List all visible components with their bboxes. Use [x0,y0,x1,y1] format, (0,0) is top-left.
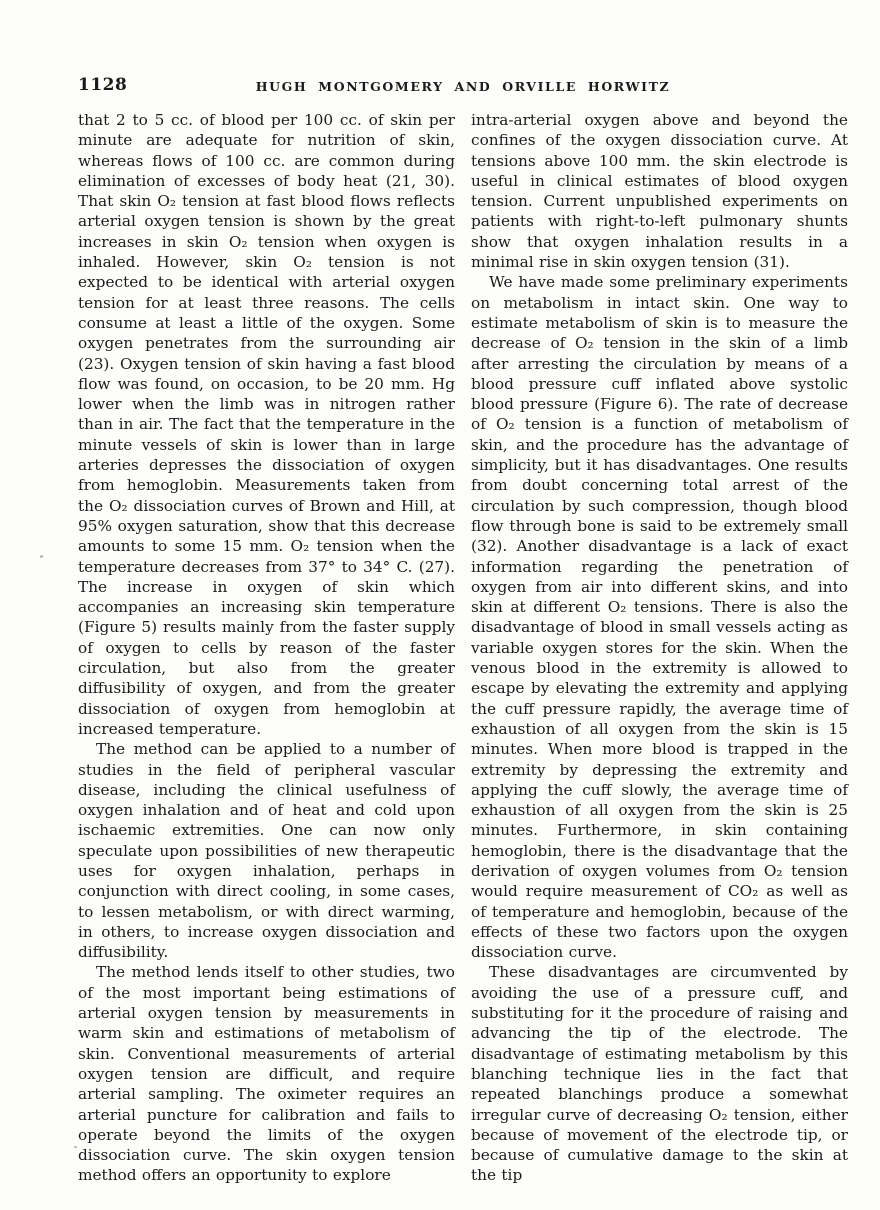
page-number: 1128 [78,75,128,95]
scan-speck [74,1146,77,1148]
paragraph: These disadvantages are circumvented by avoiding the use of a pressure cuff, and substituting for it the procedure of raising and advancing the tip of the electrode. The disadvantage of estimating metabolism by this blanching technique lies in the fact that repeated blanchings produce a somewhat irregular curve of decreasing O₂ tension, either because of movement of the electrode tip, or because of cumulative damage to the skin at the tip [471,963,848,1185]
left-column [78,110,455,1186]
right-column [471,110,848,1186]
paragraph: that 2 to 5 cc. of blood per 100 cc. of skin per minute are adequate for nutrition of skin, whereas flows of 100 cc. are common during elimination of excesses of body heat (21, 30). That skin O₂ tension at fast blood flows reflects arterial oxygen tension is shown by the great increases in skin O₂ tension when oxygen is inhaled. However, skin O₂ tension is not expected to be identical with arterial oxygen tension for at least three reasons. The cells consume at least a little of the oxygen. Some oxygen penetrates from the surrounding air (23). Oxygen tension of skin having a fast blood flow was found, on occasion, to be 20 mm. Hg lower when the limb was in nitrogen rather than in air. The fact that the temperature in the minute vessels of skin is lower than in large arteries depresses the dissociation of oxygen from hemoglobin. Measurements taken from the O₂ dissociation curves of Brown and Hill, at 95% oxygen saturation, show that this decrease amounts to some 15 mm. O₂ tension when the temperature decreases from 37° to 34° C. (27). The increase in oxygen of skin which accompanies an increasing skin temperature (Figure 5) results mainly from the faster supply of oxygen to cells by reason of the faster circulation, but also from the greater diffusibility of oxygen, and from the greater dissociation of oxygen from hemoglobin at increased temperature. [78,111,455,738]
paragraph: intra-arterial oxygen above and beyond the confines of the oxygen dissociation curve. At tensions above 100 mm. the skin electrode is useful in clinical estimates of blood oxygen tension. Current unpublished experiments on patients with right-to-left pulmonary shunts show that oxygen inhalation results in a minimal rise in skin oxygen tension (31). [471,111,848,272]
paragraph: We have made some preliminary experiments on metabolism in intact skin. One way to estimate metabolism of skin is to measure the decrease of O₂ tension in the skin of a limb after arresting the circulation by means of a blood pressure cuff inflated above systolic blood pressure (Figure 6). The rate of decrease of O₂ tension is a function of metabolism of skin, and the procedure has the advantage of simplicity, but it has disadvantages. One results from doubt concerning total arrest of the circulation by such compression, though blood flow through bone is said to be extremely small (32). Another disadvantage is a lack of exact information regarding the penetration of oxygen from air into different skins, and into skin at different O₂ tensions. There is also the disadvantage of blood in small vessels acting as variable oxygen stores for the skin. When the venous blood in the extremity is allowed to escape by elevating the extremity and applying the cuff pressure rapidly, the average time of exhaustion of all oxygen from the skin is 15 minutes. When more blood is trapped in the extremity by depressing the extremity and applying the cuff slowly, the average time of exhaustion of all oxygen from the skin is 25 minutes. Furthermore, in skin containing hemoglobin, there is the disadvantage that the derivation of oxygen volumes from O₂ tension would require measurement of CO₂ as well as of temperature and hemoglobin, because of the effects of these two factors upon the oxygen dissociation curve. [471,273,848,962]
paragraph: The method lends itself to other studies, two of the most important being estimations of arterial oxygen tension by measurements in warm skin and estimations of metabolism of skin. Conventional measurements of arterial oxygen tension are difficult, and require arterial sampling. The oximeter requires an arterial puncture for calibration and fails to operate beyond the limits of the oxygen dissociation curve. The skin oxygen tension method offers an opportunity to explore [78,963,455,1185]
paragraph: The method can be applied to a number of studies in the field of peripheral vascular disease, including the clinical usefulness of oxygen inhalation and of heat and cold upon ischaemic extremities. One can now only speculate upon possibilities of new therapeutic uses for oxygen inhalation, perhaps in conjunction with direct cooling, in some cases, to lessen metabolism, or with direct warming, in others, to increase oxygen dissociation and diffusibility. [78,740,455,962]
scan-speck [40,555,43,558]
text-columns [78,110,848,1186]
running-head: HUGH MONTGOMERY AND ORVILLE HORWITZ [255,79,671,94]
